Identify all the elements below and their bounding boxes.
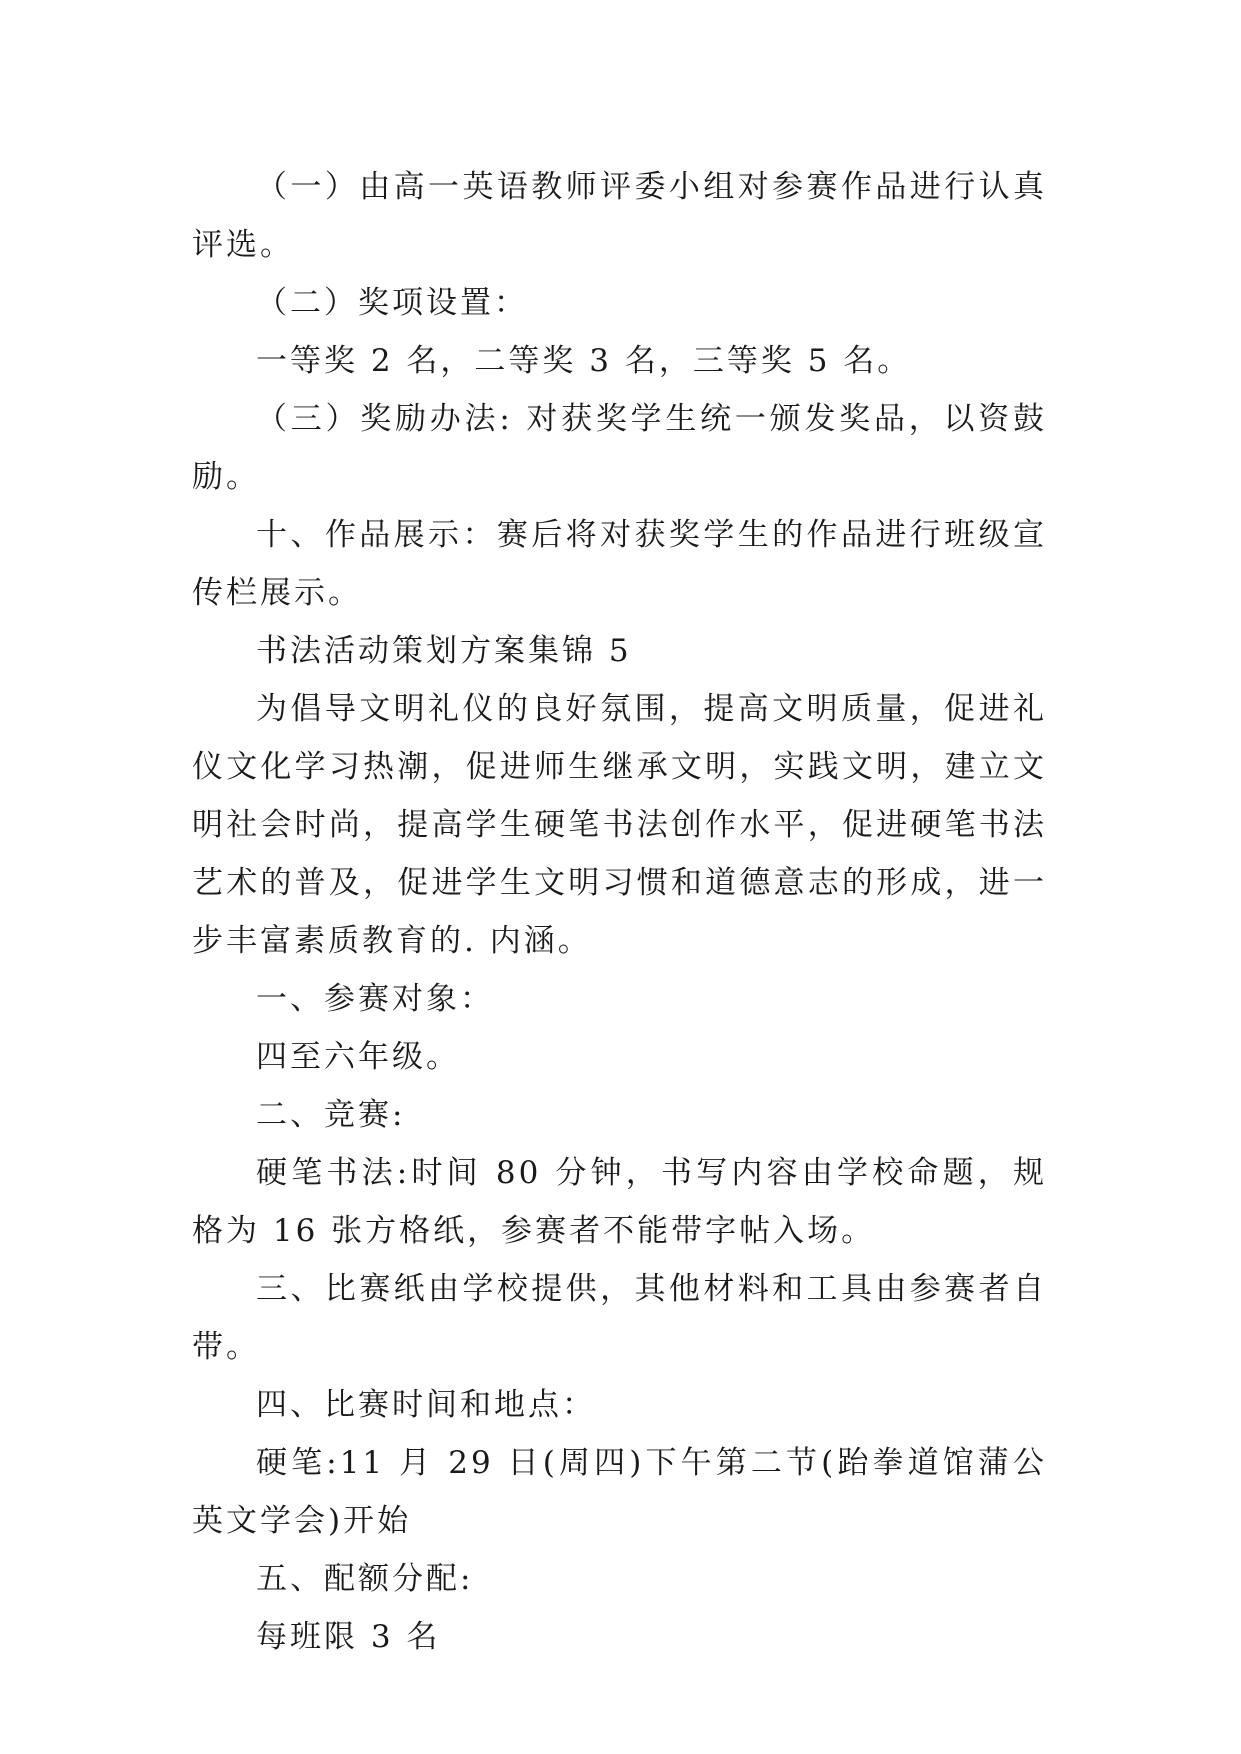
paragraph-intro: 为倡导文明礼仪的良好氛围，提高文明质量，促进礼仪文化学习热潮，促进师生继承文明，实践文明，建立文明社会时尚，提高学生硬笔书法创作水平，促进硬笔书法艺术的普及，促进学生文明习惯和道德意志的形成，进一步丰富素质教育的. 内涵。 bbox=[192, 691, 1047, 959]
paragraph-quota: 每班限 3 名 bbox=[256, 1619, 441, 1655]
paragraph-time-place: 硬笔:11 月 29 日(周四)下午第二节(跆拳道馆蒲公英文学会)开始 bbox=[192, 1445, 1047, 1539]
paragraph-competition-details: 硬笔书法:时间 80 分钟，书写内容由学校命题，规格为 16 张方格纸，参赛者不能带字帖入场。 bbox=[192, 1155, 1047, 1249]
paragraph-work-display: 十、作品展示：赛后将对获奖学生的作品进行班级宣传栏展示。 bbox=[192, 517, 1047, 611]
paragraph-participants: 四至六年级。 bbox=[256, 1039, 460, 1075]
paragraph-reward-method: （三）奖励办法: 对获奖学生统一颁发奖品，以资鼓励。 bbox=[192, 401, 1047, 495]
paragraph-materials: 三、比赛纸由学校提供，其他材料和工具由参赛者自带。 bbox=[192, 1271, 1047, 1365]
section-heading: 书法活动策划方案集锦 5 bbox=[256, 633, 632, 669]
paragraph-participants-heading: 一、参赛对象： bbox=[256, 981, 494, 1017]
paragraph-quota-heading: 五、配额分配: bbox=[256, 1561, 474, 1597]
paragraph-competition-heading: 二、竞赛: bbox=[256, 1097, 406, 1133]
paragraph-award-counts: 一等奖 2 名，二等奖 3 名，三等奖 5 名。 bbox=[256, 343, 912, 379]
paragraph-time-place-heading: 四、比赛时间和地点： bbox=[256, 1387, 596, 1423]
paragraph-judging: （一）由高一英语教师评委小组对参赛作品进行认真评选。 bbox=[192, 169, 1047, 263]
paragraph-award-settings: （二）奖项设置： bbox=[256, 285, 528, 321]
document-page bbox=[192, 158, 1047, 1666]
